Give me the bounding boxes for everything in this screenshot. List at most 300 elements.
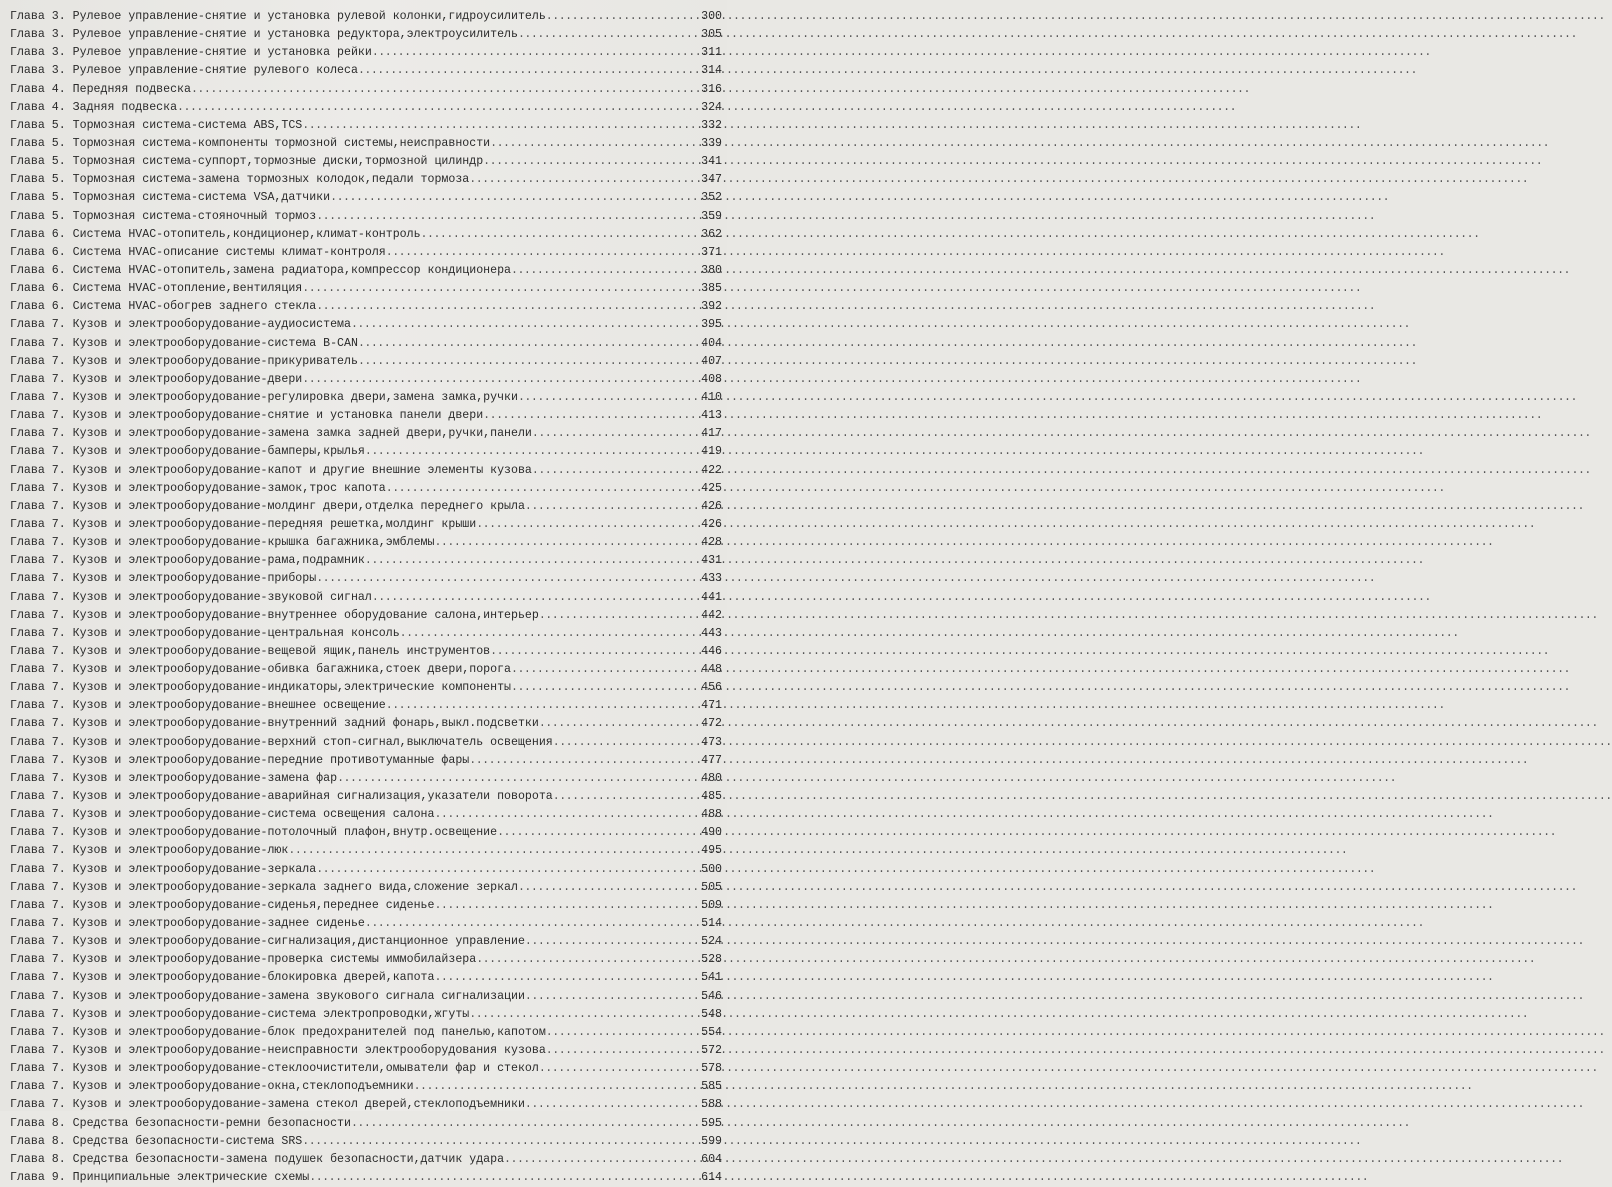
toc-dot-leader (476, 951, 700, 969)
toc-title: Кузов и электрооборудование-проверка системы иммобилайзера (72, 953, 477, 967)
toc-chapter: Глава 5. (10, 191, 66, 205)
toc-entry (10, 244, 722, 262)
toc-title: Кузов и электрооборудование-сигнализация,дистанционное управление (72, 935, 525, 949)
toc-title: Кузов и электрооборудование-аудиосистема (72, 318, 351, 332)
toc-chapter: Глава 6. (10, 282, 66, 296)
toc-dot-leader (302, 1133, 700, 1151)
toc-title: Средства безопасности-замена подушек безопасности,датчик удара (72, 1152, 505, 1166)
toc-chapter: Глава 7. (10, 644, 66, 658)
toc-title: Кузов и электрооборудование-люк (72, 844, 289, 858)
toc-page-number: 300 (701, 10, 722, 23)
toc-dot-leader (386, 697, 700, 715)
toc-chapter: Глава 7. (10, 699, 66, 713)
toc-entry (10, 316, 722, 334)
toc-entry (10, 861, 722, 879)
toc-title: Кузов и электрооборудование-внутренний задний фонарь,выкл.подсветки (72, 717, 539, 731)
toc-page-number: 426 (701, 499, 722, 513)
toc-chapter: Глава 7. (10, 590, 66, 604)
toc-dot-leader (532, 462, 700, 480)
toc-dot-leader (525, 933, 700, 951)
toc-entry (10, 552, 722, 570)
toc-entry (10, 1115, 722, 1133)
toc-page-number: 495 (701, 844, 722, 858)
toc-entry (10, 788, 722, 806)
toc-chapter: Глава 7. (10, 499, 66, 513)
toc-title: Кузов и электрооборудование-крышка багажника,эмблемы (72, 536, 435, 550)
toc-chapter: Глава 3. (10, 64, 66, 78)
toc-dot-leader (469, 1006, 700, 1024)
toc-dot-leader (469, 171, 700, 189)
toc-page-number: 332 (701, 118, 722, 132)
toc-chapter: Глава 7. (10, 1044, 66, 1058)
toc-chapter: Глава 7. (10, 771, 66, 785)
toc-chapter: Глава 7. (10, 1062, 66, 1076)
toc-chapter: Глава 4. (10, 100, 66, 114)
toc-chapter: Глава 7. (10, 735, 66, 749)
toc-page-number: 341 (701, 155, 722, 169)
toc-page-number: 324 (701, 100, 722, 114)
toc-dot-leader (518, 389, 700, 407)
toc-dot-leader (434, 534, 700, 552)
toc-chapter: Глава 7. (10, 1025, 66, 1039)
toc-chapter: Глава 7. (10, 427, 66, 441)
toc-chapter: Глава 5. (10, 173, 66, 187)
toc-dot-leader (483, 407, 700, 425)
toc-entry (10, 81, 722, 99)
toc-entry (10, 153, 722, 171)
toc-entry (10, 8, 722, 26)
toc-dot-leader (476, 516, 700, 534)
toc-dot-leader (316, 298, 700, 316)
toc-page-number: 509 (701, 898, 722, 912)
toc-page-number: 407 (701, 354, 722, 368)
toc-chapter: Глава 3. (10, 46, 66, 60)
toc-page-number: 448 (701, 663, 722, 677)
toc-page-number: 443 (701, 626, 722, 640)
toc-entry (10, 752, 722, 770)
toc-chapter: Глава 7. (10, 844, 66, 858)
toc-dot-leader (358, 353, 700, 371)
toc-entry (10, 933, 722, 951)
toc-dot-leader (309, 1169, 700, 1187)
toc-title: Система HVAC-отопитель,замена радиатора,компрессор кондиционера (72, 263, 511, 277)
toc-entry (10, 625, 722, 643)
toc-entry (10, 371, 722, 389)
toc-title: Кузов и электрооборудование-аварийная сигнализация,указатели поворота (72, 790, 553, 804)
toc-entry (10, 697, 722, 715)
toc-entry (10, 643, 722, 661)
toc-chapter: Глава 7. (10, 989, 66, 1003)
toc-title: Принципиальные электрические схемы (72, 1171, 310, 1184)
toc-chapter: Глава 9. (10, 1171, 66, 1184)
toc-dot-leader (434, 897, 700, 915)
toc-title: Кузов и электрооборудование-передняя решетка,молдинг крыши (72, 517, 477, 531)
toc-chapter: Глава 6. (10, 263, 66, 277)
toc-chapter: Глава 7. (10, 862, 66, 876)
toc-entry (10, 607, 722, 625)
toc-title: Кузов и электрооборудование-сиденья,переднее сиденье (72, 898, 435, 912)
toc-entry (10, 425, 722, 443)
toc-chapter: Глава 7. (10, 898, 66, 912)
toc-page-number: 413 (701, 409, 722, 423)
toc-entry (10, 915, 722, 933)
toc-page-number: 595 (701, 1116, 722, 1130)
toc-page-number: 488 (701, 808, 722, 822)
toc-dot-leader (191, 81, 700, 99)
toc-entry (10, 407, 722, 425)
toc-chapter: Глава 6. (10, 300, 66, 314)
toc-page-number: 505 (701, 880, 722, 894)
toc-page-number: 490 (701, 826, 722, 840)
toc-chapter: Глава 7. (10, 917, 66, 931)
toc-title: Задняя подвеска (72, 100, 178, 114)
toc-entry (10, 171, 722, 189)
toc-dot-leader (386, 480, 700, 498)
toc-page-number: 548 (701, 1007, 722, 1021)
toc-title: Кузов и электрооборудование-бамперы,крылья (72, 445, 365, 459)
toc-title: Кузов и электрооборудование-система электропроводки,жгуты (72, 1007, 470, 1021)
toc-chapter: Глава 8. (10, 1134, 66, 1148)
toc-title: Кузов и электрооборудование-окна,стеклоподъемники (72, 1080, 414, 1094)
toc-dot-leader (490, 643, 700, 661)
toc-page-number: 422 (701, 463, 722, 477)
toc-page-number: 316 (701, 82, 722, 96)
toc-chapter: Глава 5. (10, 118, 66, 132)
toc-page-number: 347 (701, 173, 722, 187)
toc-title: Тормозная система-компоненты тормозной системы,неисправности (72, 136, 491, 150)
toc-dot-leader (546, 8, 700, 26)
toc-dot-leader (302, 117, 700, 135)
toc-page-number: 339 (701, 136, 722, 150)
toc-entry (10, 44, 722, 62)
toc-page-number: 473 (701, 735, 722, 749)
toc-chapter: Глава 7. (10, 626, 66, 640)
toc-title: Кузов и электрооборудование-зеркала (72, 862, 317, 876)
toc-title: Рулевое управление-снятие рулевого колеса (72, 64, 358, 78)
toc-chapter: Глава 6. (10, 245, 66, 259)
toc-page-number: 408 (701, 372, 722, 386)
toc-page-number: 395 (701, 318, 722, 332)
toc-dot-leader (518, 879, 700, 897)
toc-chapter: Глава 7. (10, 409, 66, 423)
toc-chapter: Глава 7. (10, 572, 66, 586)
toc-chapter: Глава 7. (10, 1007, 66, 1021)
toc-title: Средства безопасности-система SRS (72, 1134, 303, 1148)
toc-entry (10, 208, 722, 226)
toc-dot-leader (546, 1024, 700, 1042)
toc-page-number: 485 (701, 790, 722, 804)
toc-entry (10, 516, 722, 534)
toc-chapter: Глава 7. (10, 354, 66, 368)
toc-page-number: 514 (701, 917, 722, 931)
toc-page-number: 433 (701, 572, 722, 586)
toc-title: Средства безопасности-ремни безопасности (72, 1116, 351, 1130)
toc-dot-leader (483, 153, 700, 171)
toc-chapter: Глава 7. (10, 336, 66, 350)
toc-entry (10, 189, 722, 207)
toc-title: Кузов и электрооборудование-блок предохранителей под панелью,капотом (72, 1025, 546, 1039)
toc-entry (10, 770, 722, 788)
toc-dot-leader (504, 1151, 700, 1169)
table-of-contents (10, 8, 722, 1187)
toc-page-number: 554 (701, 1025, 722, 1039)
toc-chapter: Глава 7. (10, 445, 66, 459)
toc-entry (10, 734, 722, 752)
toc-page-number: 528 (701, 953, 722, 967)
toc-entry (10, 1042, 722, 1060)
toc-entry (10, 715, 722, 733)
toc-title: Система HVAC-описание системы климат-контроля (72, 245, 386, 259)
toc-entry (10, 534, 722, 552)
toc-page-number: 305 (701, 28, 722, 42)
toc-dot-leader (316, 208, 700, 226)
toc-chapter: Глава 7. (10, 608, 66, 622)
toc-title: Кузов и электрооборудование-индикаторы,электрические компоненты (72, 681, 511, 695)
toc-page-number: 546 (701, 989, 722, 1003)
toc-chapter: Глава 7. (10, 663, 66, 677)
toc-entry (10, 280, 722, 298)
toc-dot-leader (539, 607, 700, 625)
toc-title: Кузов и электрооборудование-замок,трос капота (72, 481, 386, 495)
toc-entry (10, 570, 722, 588)
toc-chapter: Глава 7. (10, 554, 66, 568)
toc-dot-leader (525, 1096, 700, 1114)
toc-dot-leader (469, 752, 700, 770)
toc-title: Кузов и электрооборудование-обивка багажника,стоек двери,порога (72, 663, 511, 677)
toc-page-number: 431 (701, 554, 722, 568)
toc-title: Рулевое управление-снятие и установка рейки (72, 46, 372, 60)
toc-title: Кузов и электрооборудование-центральная консоль (72, 626, 400, 640)
toc-title: Кузов и электрооборудование-регулировка двери,замена замка,ручки (72, 390, 518, 404)
toc-title: Кузов и электрооборудование-рама,подрамник (72, 554, 365, 568)
toc-chapter: Глава 7. (10, 517, 66, 531)
toc-page-number: 477 (701, 753, 722, 767)
toc-title: Кузов и электрооборудование-приборы (72, 572, 317, 586)
toc-page-number: 352 (701, 191, 722, 205)
toc-entry (10, 1169, 722, 1187)
toc-entry (10, 842, 722, 860)
toc-chapter: Глава 3. (10, 28, 66, 42)
toc-entry (10, 661, 722, 679)
toc-dot-leader (434, 969, 700, 987)
toc-entry (10, 389, 722, 407)
toc-page-number: 428 (701, 536, 722, 550)
toc-entry (10, 824, 722, 842)
toc-entry (10, 679, 722, 697)
toc-page-number: 410 (701, 390, 722, 404)
toc-page-number: 588 (701, 1098, 722, 1112)
toc-dot-leader (421, 226, 700, 244)
toc-title: Кузов и электрооборудование-система B-CAN (72, 336, 358, 350)
toc-page-number: 541 (701, 971, 722, 985)
toc-chapter: Глава 7. (10, 717, 66, 731)
toc-page-number: 441 (701, 590, 722, 604)
toc-chapter: Глава 7. (10, 1080, 66, 1094)
toc-title: Кузов и электрооборудование-потолочный плафон,внутр.освещение (72, 826, 498, 840)
toc-dot-leader (539, 715, 700, 733)
toc-title: Кузов и электрооборудование-внутреннее оборудование салона,интерьер (72, 608, 539, 622)
toc-title: Кузов и электрооборудование-внешнее освещение (72, 699, 386, 713)
toc-title: Рулевое управление-снятие и установка рулевой колонки,гидроусилитель (72, 10, 546, 23)
toc-page-number: 572 (701, 1044, 722, 1058)
toc-dot-leader (518, 26, 700, 44)
toc-title: Кузов и электрооборудование-замена фар (72, 771, 338, 785)
toc-page-number: 442 (701, 608, 722, 622)
toc-entry (10, 1024, 722, 1042)
toc-page-number: 380 (701, 263, 722, 277)
toc-chapter: Глава 7. (10, 790, 66, 804)
toc-dot-leader (365, 443, 700, 461)
toc-dot-leader (553, 734, 700, 752)
toc-dot-leader (302, 371, 700, 389)
toc-dot-leader (400, 625, 700, 643)
toc-page-number: 371 (701, 245, 722, 259)
toc-dot-leader (511, 679, 700, 697)
toc-title: Тормозная система-суппорт,тормозные диски,тормозной цилиндр (72, 155, 484, 169)
toc-chapter: Глава 7. (10, 826, 66, 840)
toc-entry (10, 1133, 722, 1151)
toc-title: Кузов и электрооборудование-передние противотуманные фары (72, 753, 470, 767)
toc-dot-leader (330, 189, 700, 207)
toc-title: Система HVAC-обогрев заднего стекла (72, 300, 317, 314)
toc-title: Кузов и электрооборудование-звуковой сигнал (72, 590, 372, 604)
toc-page-number: 471 (701, 699, 722, 713)
toc-dot-leader (532, 425, 700, 443)
toc-title: Кузов и электрооборудование-замена стекол дверей,стеклоподъемники (72, 1098, 525, 1112)
toc-dot-leader (511, 262, 700, 280)
toc-chapter: Глава 3. (10, 10, 66, 23)
toc-entry (10, 879, 722, 897)
toc-entry (10, 462, 722, 480)
toc-page-number: 500 (701, 862, 722, 876)
toc-dot-leader (553, 788, 700, 806)
toc-page-number: 614 (701, 1171, 722, 1184)
toc-dot-leader (351, 316, 700, 334)
toc-entry (10, 897, 722, 915)
toc-chapter: Глава 5. (10, 155, 66, 169)
toc-title: Кузов и электрооборудование-замена звукового сигнала сигнализации (72, 989, 525, 1003)
toc-entry (10, 1096, 722, 1114)
toc-dot-leader (177, 99, 700, 117)
toc-page-number: 524 (701, 935, 722, 949)
toc-chapter: Глава 7. (10, 481, 66, 495)
toc-dot-leader (316, 570, 700, 588)
toc-dot-leader (351, 1115, 700, 1133)
toc-entry (10, 443, 722, 461)
toc-title: Кузов и электрооборудование-молдинг двери,отделка переднего крыла (72, 499, 525, 513)
toc-title: Кузов и электрооборудование-снятие и установка панели двери (72, 409, 484, 423)
toc-page-number: 359 (701, 209, 722, 223)
toc-title: Кузов и электрооборудование-вещевой ящик,панель инструментов (72, 644, 491, 658)
toc-chapter: Глава 7. (10, 753, 66, 767)
toc-title: Тормозная система-замена тормозных колодок,педали тормоза (72, 173, 470, 187)
toc-entry (10, 353, 722, 371)
toc-title: Передняя подвеска (72, 82, 191, 96)
toc-title: Кузов и электрооборудование-заднее сиденье (72, 917, 365, 931)
toc-dot-leader (372, 589, 700, 607)
toc-entry (10, 262, 722, 280)
toc-title: Кузов и электрооборудование-система освещения салона (72, 808, 435, 822)
toc-page-number: 385 (701, 282, 722, 296)
toc-page-number: 446 (701, 644, 722, 658)
toc-page-number: 604 (701, 1152, 722, 1166)
toc-chapter: Глава 7. (10, 808, 66, 822)
toc-chapter: Глава 6. (10, 227, 66, 241)
toc-entry (10, 26, 722, 44)
toc-title: Кузов и электрооборудование-неисправности электрооборудования кузова (72, 1044, 546, 1058)
toc-entry (10, 226, 722, 244)
toc-entry (10, 1060, 722, 1078)
toc-dot-leader (497, 824, 700, 842)
toc-chapter: Глава 7. (10, 463, 66, 477)
toc-dot-leader (525, 498, 700, 516)
toc-entry (10, 1006, 722, 1024)
toc-chapter: Глава 5. (10, 136, 66, 150)
toc-title: Кузов и электрооборудование-стеклоочистители,омыватели фар и стекол (72, 1062, 539, 1076)
toc-page-number: 362 (701, 227, 722, 241)
toc-dot-leader (337, 770, 700, 788)
toc-entry (10, 988, 722, 1006)
toc-entry (10, 589, 722, 607)
toc-title: Кузов и электрооборудование-замена замка задней двери,ручки,панели (72, 427, 532, 441)
toc-page-number: 585 (701, 1080, 722, 1094)
toc-page-number: 599 (701, 1134, 722, 1148)
toc-chapter: Глава 4. (10, 82, 66, 96)
toc-dot-leader (302, 280, 700, 298)
toc-page-number: 404 (701, 336, 722, 350)
toc-entry (10, 298, 722, 316)
toc-title: Система HVAC-отопитель,кондиционер,климат-контроль (72, 227, 421, 241)
toc-page-number: 392 (701, 300, 722, 314)
toc-page-number: 578 (701, 1062, 722, 1076)
toc-entry (10, 62, 722, 80)
toc-entry (10, 99, 722, 117)
toc-dot-leader (490, 135, 700, 153)
toc-entry (10, 969, 722, 987)
toc-chapter: Глава 7. (10, 880, 66, 894)
toc-chapter: Глава 8. (10, 1116, 66, 1130)
toc-page-number: 419 (701, 445, 722, 459)
toc-page-number: 456 (701, 681, 722, 695)
document-page (0, 0, 727, 1184)
toc-page-number: 314 (701, 64, 722, 78)
toc-dot-leader (365, 552, 700, 570)
toc-chapter: Глава 7. (10, 1098, 66, 1112)
toc-dot-leader (539, 1060, 700, 1078)
toc-entry (10, 135, 722, 153)
toc-chapter: Глава 5. (10, 209, 66, 223)
toc-page-number: 417 (701, 427, 722, 441)
toc-dot-leader (316, 861, 700, 879)
toc-entry (10, 806, 722, 824)
toc-title: Тормозная система-стояночный тормоз (72, 209, 317, 223)
toc-entry (10, 335, 722, 353)
toc-page-number: 426 (701, 517, 722, 531)
toc-chapter: Глава 7. (10, 390, 66, 404)
toc-dot-leader (386, 244, 700, 262)
toc-entry (10, 480, 722, 498)
toc-title: Кузов и электрооборудование-блокировка дверей,капота (72, 971, 435, 985)
toc-dot-leader (372, 44, 700, 62)
toc-dot-leader (525, 988, 700, 1006)
toc-title: Кузов и электрооборудование-прикуриватель (72, 354, 358, 368)
toc-chapter: Глава 7. (10, 681, 66, 695)
toc-dot-leader (414, 1078, 700, 1096)
toc-chapter: Глава 7. (10, 318, 66, 332)
toc-entry (10, 1078, 722, 1096)
toc-dot-leader (546, 1042, 700, 1060)
toc-title: Кузов и электрооборудование-зеркала заднего вида,сложение зеркал (72, 880, 518, 894)
